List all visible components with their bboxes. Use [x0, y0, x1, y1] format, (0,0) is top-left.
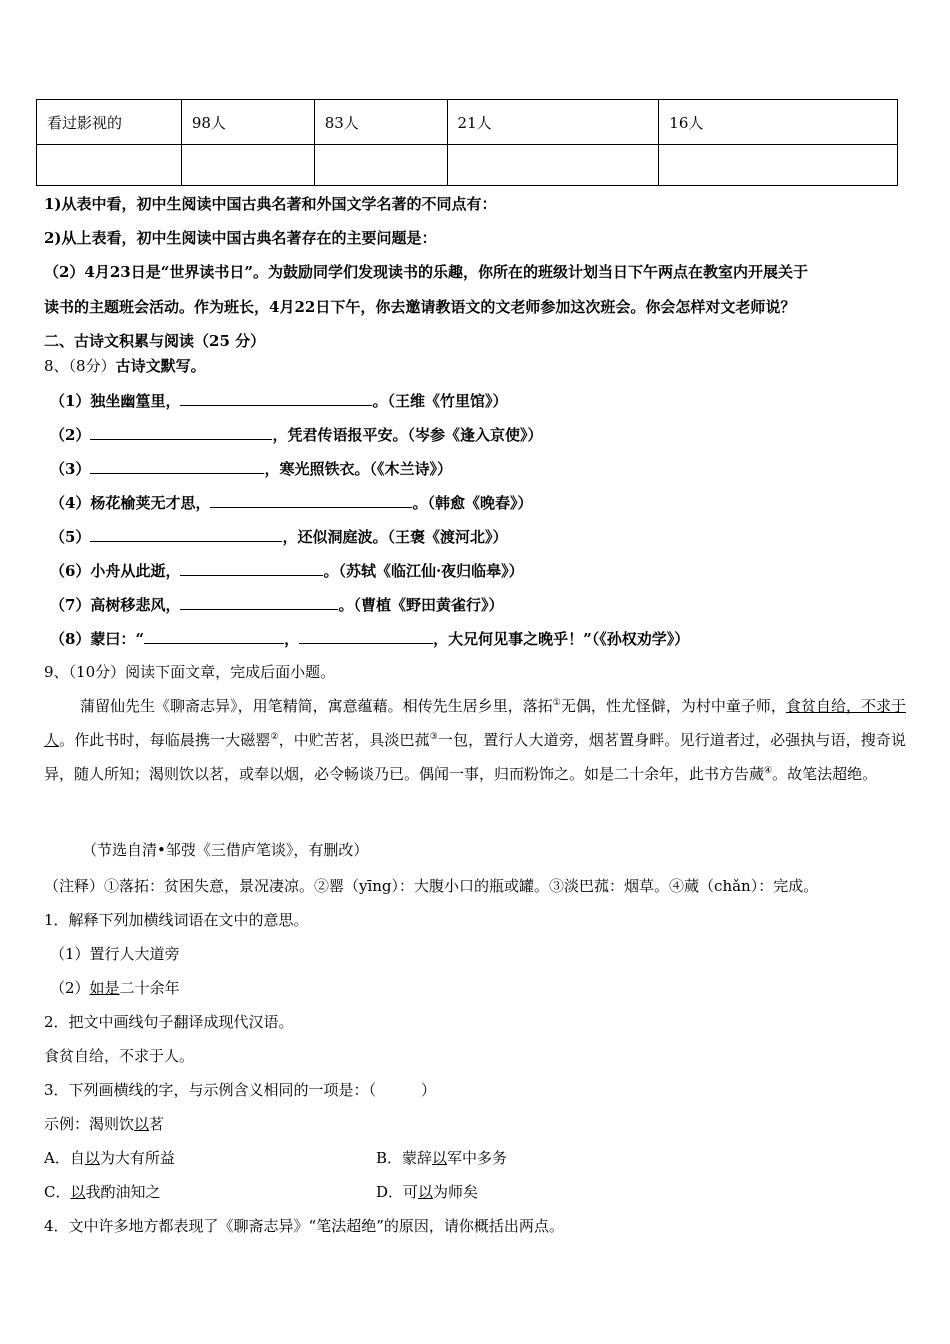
item-suffix: 。（苏轼《临江仙·夜归临皋》） — [323, 562, 524, 580]
q9-sub4: 4．文中许多地方都表现了《聊斋志异》“笔法超绝”的原因，请你概括出两点。 — [44, 1217, 564, 1235]
q8-score: （8分） — [68, 357, 116, 375]
footnote-mark: ② — [270, 732, 279, 742]
answer-blank[interactable] — [90, 458, 264, 474]
item-suffix: 。（韩愈《晚春》） — [412, 494, 533, 512]
q9-sub2-sentence: 食贫自给，不求于人。 — [44, 1047, 195, 1065]
target-word: 以 — [84, 1149, 100, 1167]
reading-stats-table — [36, 99, 898, 186]
item-prefix: （1）独坐幽篁里， — [50, 392, 181, 410]
q9-intro: 9、（10分）阅读下面文章，完成后面小题。 — [44, 663, 336, 681]
passage-notes: （注释）①落拓：贫困失意，景况凄凉。②罂（yīng）：大腹小口的瓶或罐。③淡巴菰：烟草。④蒇（chǎn）：完成。 — [44, 877, 819, 895]
table-cell: 看过影视的 — [37, 100, 182, 145]
table-cell — [447, 145, 659, 186]
footnote-mark: ① — [552, 698, 561, 708]
target-word: 以 — [418, 1183, 434, 1201]
target-word: 以 — [432, 1149, 448, 1167]
answer-blank[interactable] — [90, 526, 282, 542]
q8-item — [50, 390, 507, 411]
item-prefix: （3） — [50, 460, 91, 478]
item-prefix: （2） — [50, 979, 90, 997]
q8-item — [50, 424, 542, 445]
q8-title: 古诗文默写。 — [115, 357, 206, 375]
option-suffix: 军中多务 — [447, 1149, 508, 1167]
answer-blank[interactable] — [210, 492, 412, 508]
item-suffix: 。（曹植《野田黄雀行》） — [338, 596, 504, 614]
target-word: 以 — [70, 1183, 86, 1201]
option-a[interactable] — [44, 1148, 175, 1168]
table-cell — [37, 145, 182, 186]
passage-segment: 一包，置行人大道旁，烟茗置身畔。见行道者过，必强执与语，搜奇说异，随人所知；渴则饮以茗，或奉以烟，必令畅谈乃已。偶闻一事，归而粉饰之。如是二十余年，此书方告蒇 — [44, 731, 906, 783]
target-word: 道 — [149, 945, 165, 963]
table-cell: 98人 — [181, 100, 314, 145]
item-prefix: （1）置行人大 — [50, 945, 150, 963]
passage-segment: 。作此书时，每临晨携一大磁罂 — [59, 731, 271, 749]
item-suffix: ，还似洞庭波。（王褒《渡河北》） — [282, 528, 508, 546]
option-prefix: D．可 — [376, 1183, 419, 1201]
option-suffix: 为大有所益 — [99, 1149, 175, 1167]
passage-source: （节选自清•邹弢《三借庐笔谈》，有删改） — [82, 841, 369, 859]
q7-part2-line2: 读书的主题班会活动。作为班长，4月22日下午，你去邀请教语文的文老师参加这次班会。你会怎样对文老师说？ — [44, 298, 796, 316]
item-prefix: （5） — [50, 528, 91, 546]
footnote-mark: ④ — [764, 766, 773, 776]
answer-blank[interactable] — [90, 424, 272, 440]
target-word: 如是 — [89, 979, 120, 997]
q8-heading — [44, 356, 206, 376]
table-cell: 21人 — [447, 100, 659, 145]
option-suffix: 为师矣 — [433, 1183, 479, 1201]
q7-sub1: 1)从表中看，初中生阅读中国古典名著和外国文学名著的不同点有： — [44, 195, 497, 213]
table-cell: 16人 — [659, 100, 898, 145]
example-prefix: 示例：渴则饮 — [44, 1115, 135, 1133]
q8-item — [50, 628, 689, 649]
q9-sub2: 2．把文中画线句子翻译成现代汉语。 — [44, 1013, 294, 1031]
table-row — [37, 100, 898, 145]
table-cell — [659, 145, 898, 186]
answer-blank[interactable] — [180, 594, 338, 610]
example-suffix: 茗 — [149, 1115, 165, 1133]
option-prefix: C． — [44, 1183, 71, 1201]
q7-sub2: 2)从上表看，初中生阅读中国古典名著存在的主要问题是： — [44, 229, 437, 247]
option-suffix: 我酌油知之 — [85, 1183, 161, 1201]
table-cell — [314, 145, 447, 186]
answer-blank[interactable] — [180, 390, 372, 406]
item-separator: ， — [284, 630, 300, 648]
passage-segment: 无偶，性尤怪僻，为村中童子师， — [560, 697, 786, 715]
q9-sub1-item — [50, 978, 180, 998]
q9-sub3: 3．下列画横线的字，与示例含义相同的一项是：（ ） — [44, 1081, 437, 1099]
option-b[interactable] — [376, 1148, 507, 1168]
passage-segment: ，中贮苦茗，具淡巴菰 — [278, 731, 430, 749]
q9-sub1-item — [50, 944, 180, 964]
table-row — [37, 145, 898, 186]
item-suffix: 。（王维《竹里馆》） — [372, 392, 508, 410]
passage-segment: 蒲留仙先生《聊斋志异》，用笔精简，寓意蕴藉。相传先生居乡里，落拓 — [80, 697, 553, 715]
option-prefix: A．自 — [44, 1149, 85, 1167]
target-word: 以 — [134, 1115, 150, 1133]
item-suffix: 旁 — [164, 945, 180, 963]
option-prefix: B．蒙辞 — [376, 1149, 433, 1167]
q9-sub3-example — [44, 1114, 164, 1134]
passage-text — [44, 689, 906, 791]
section-heading: 二、古诗文积累与阅读（25 分） — [44, 332, 266, 350]
item-suffix: ，寒光照铁衣。（《木兰诗》） — [264, 460, 452, 478]
passage-segment: 。故笔法超绝。 — [772, 765, 878, 783]
option-d[interactable] — [376, 1182, 478, 1202]
q8-item — [50, 594, 503, 615]
q8-item — [50, 458, 452, 479]
item-suffix: 二十余年 — [119, 979, 180, 997]
q8-item — [50, 526, 507, 547]
item-suffix: ，大兄何见事之晚乎！”（《孙权劝学》） — [433, 630, 690, 648]
item-prefix: （8）蒙曰：“ — [50, 630, 145, 648]
item-prefix: （7）高树移悲风， — [50, 596, 181, 614]
answer-blank[interactable] — [144, 628, 284, 644]
table-cell — [181, 145, 314, 186]
q7-part2-line1: （2）4月23日是“世界读书日”。为鼓励同学们发现读书的乐趣，你所在的班级计划当日下午两点在教室内开展关于 — [44, 263, 809, 281]
answer-blank[interactable] — [299, 628, 433, 644]
q8-number: 8、 — [44, 357, 69, 375]
item-prefix: （4）杨花榆荚无才思， — [50, 494, 211, 512]
item-prefix: （2） — [50, 426, 91, 444]
footnote-mark: ③ — [429, 732, 438, 742]
q9-sub1: 1．解释下列加横线词语在文中的意思。 — [44, 911, 309, 929]
q8-item — [50, 560, 524, 581]
item-suffix: ，凭君传语报平安。（岑参《逢入京使》） — [272, 426, 543, 444]
answer-blank[interactable] — [180, 560, 323, 576]
underlined-sentence: 食贫自给，不求于人 — [44, 697, 906, 749]
item-prefix: （6）小舟从此逝， — [50, 562, 181, 580]
table-cell: 83人 — [314, 100, 447, 145]
q8-item — [50, 492, 532, 513]
option-c[interactable] — [44, 1182, 161, 1202]
